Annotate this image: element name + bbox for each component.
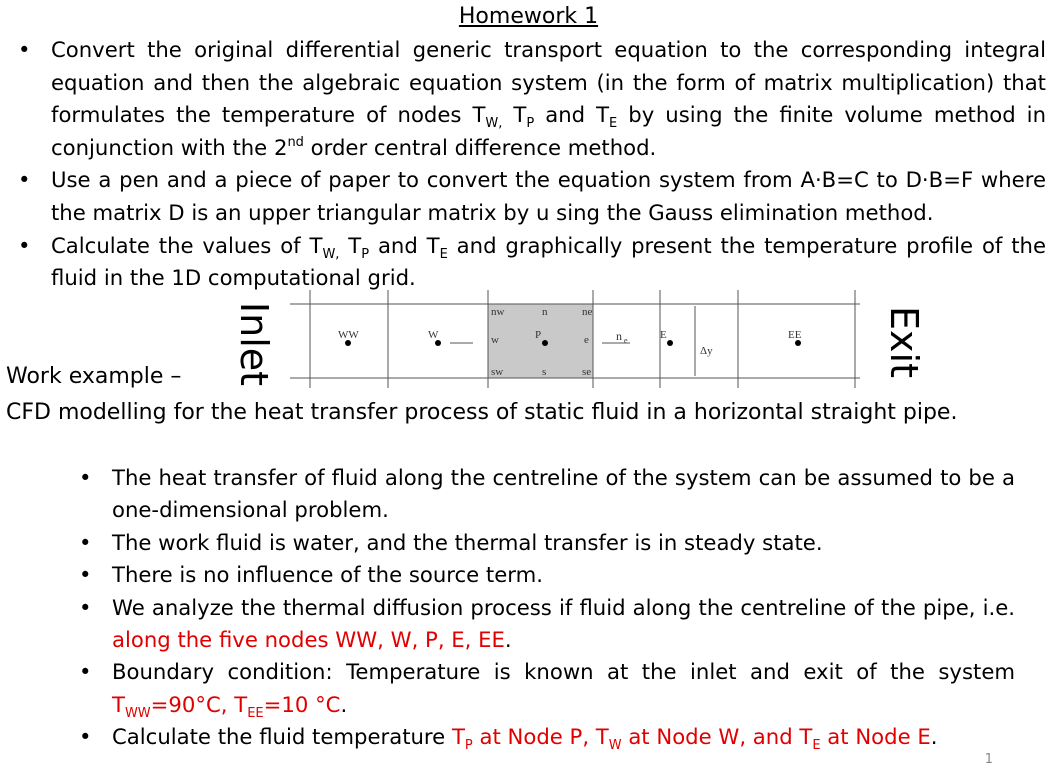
assumption-bullet-5 bbox=[0, 656, 1015, 721]
assumption-bullet-3 bbox=[0, 559, 1015, 591]
face-e-label: e bbox=[584, 334, 589, 346]
homework-bullet-1 bbox=[0, 34, 1052, 164]
text-run: E bbox=[609, 116, 618, 132]
grid-diagram bbox=[290, 288, 880, 392]
text-run: and T bbox=[534, 102, 610, 128]
text-run: order central difference method. bbox=[303, 134, 657, 160]
corner-nw-label: nw bbox=[491, 306, 505, 318]
flux-label: n bbox=[616, 329, 622, 343]
text-run: T bbox=[112, 691, 125, 717]
assumption-bullet-4 bbox=[0, 592, 1015, 657]
text-run: E bbox=[812, 738, 821, 754]
text-run: at Node P, T bbox=[472, 724, 609, 750]
node-e-dot bbox=[667, 340, 673, 346]
text-run: We analyze the thermal diffusion process if fluid along the centreline of the pipe, i.e. bbox=[112, 594, 1015, 620]
text-run: and graphically present the temperature profile of the fluid in the 1D computational grid. bbox=[51, 232, 1046, 291]
text-run: Convert the original differential generic transport equation to the corresponding integral equation and then the algebraic equation system (in the form of matrix multiplication) that formulates the temperature of nodes T bbox=[51, 37, 1046, 128]
text-run: T bbox=[339, 232, 362, 258]
corner-sw-label: sw bbox=[491, 366, 504, 378]
text-run: Boundary condition: Temperature is known at the inlet and exit of the system bbox=[112, 659, 1015, 685]
homework-bullet-list bbox=[0, 34, 1052, 295]
delta-y-label: Δy bbox=[700, 345, 713, 357]
text-run: The work fluid is water, and the thermal transfer is in steady state. bbox=[112, 529, 823, 555]
text-run: WW bbox=[124, 705, 151, 721]
assumption-bullet-1 bbox=[0, 462, 1015, 527]
text-run: EE bbox=[247, 705, 264, 721]
corner-s-label: s bbox=[542, 366, 547, 378]
node-ww-label: WW bbox=[338, 329, 359, 341]
corner-n-label: n bbox=[542, 306, 548, 318]
face-w-label: w bbox=[491, 334, 499, 346]
node-p-dot bbox=[542, 340, 548, 346]
assumption-bullet-list bbox=[0, 462, 1015, 754]
text-run: T bbox=[502, 102, 527, 128]
text-run: W bbox=[608, 738, 622, 754]
text-run: . bbox=[504, 627, 512, 653]
flux-sub-label: e bbox=[624, 336, 628, 345]
text-run: Calculate the values of T bbox=[51, 232, 323, 258]
text-run: by using the finite volume method in conjunction with the 2 bbox=[51, 102, 1046, 160]
text-run: Calculate the fluid temperature bbox=[112, 724, 452, 750]
text-run: E bbox=[439, 246, 448, 262]
text-run: and T bbox=[369, 232, 440, 258]
assumption-bullet-6 bbox=[0, 721, 1015, 753]
node-w-label: W bbox=[428, 329, 439, 341]
text-run: W, bbox=[485, 116, 503, 132]
text-run: Use a pen and a piece of paper to convert the equation system from A·B=C to D·B=F where the matrix D is an upper triangular matrix by u sing the Gauss elimination method. bbox=[51, 167, 1046, 225]
inlet-label: Inlet bbox=[232, 301, 277, 387]
homework-bullet-2 bbox=[0, 164, 1052, 229]
assumption-bullet-2 bbox=[0, 527, 1015, 559]
work-example-label: Work example – bbox=[6, 364, 182, 389]
text-run: W, bbox=[322, 246, 340, 262]
text-run: T bbox=[451, 724, 465, 750]
node-ee-label: EE bbox=[788, 329, 802, 341]
text-run: =10 °C bbox=[263, 691, 341, 717]
text-run: at Node E bbox=[820, 724, 931, 750]
text-run: P bbox=[464, 738, 473, 754]
page-number: 1 bbox=[984, 752, 993, 767]
text-run: at Node W, and T bbox=[621, 724, 813, 750]
node-e-label: E bbox=[660, 329, 667, 341]
text-run: P bbox=[361, 246, 370, 262]
page-title: Homework 1 bbox=[458, 4, 599, 29]
text-run: The heat transfer of fluid along the centreline of the system can be assumed to be a one-dimensional problem. bbox=[112, 465, 1015, 523]
corner-ne-label: ne bbox=[582, 306, 593, 318]
cfd-description: CFD modelling for the heat transfer process of static fluid in a horizontal straight pipe. bbox=[6, 400, 958, 425]
text-run: P bbox=[526, 116, 535, 132]
homework-bullet-3 bbox=[0, 230, 1052, 295]
text-run: . bbox=[930, 724, 938, 750]
corner-se-label: se bbox=[582, 366, 592, 378]
text-run: along the five nodes WW, W, P, E, EE bbox=[112, 627, 505, 653]
text-run: =90°C, T bbox=[150, 691, 248, 717]
node-p-label: P bbox=[535, 329, 542, 341]
text-run: There is no influence of the source term. bbox=[112, 562, 543, 588]
text-run: nd bbox=[287, 134, 304, 150]
text-run: . bbox=[340, 691, 348, 717]
exit-label: Exit bbox=[881, 306, 926, 378]
